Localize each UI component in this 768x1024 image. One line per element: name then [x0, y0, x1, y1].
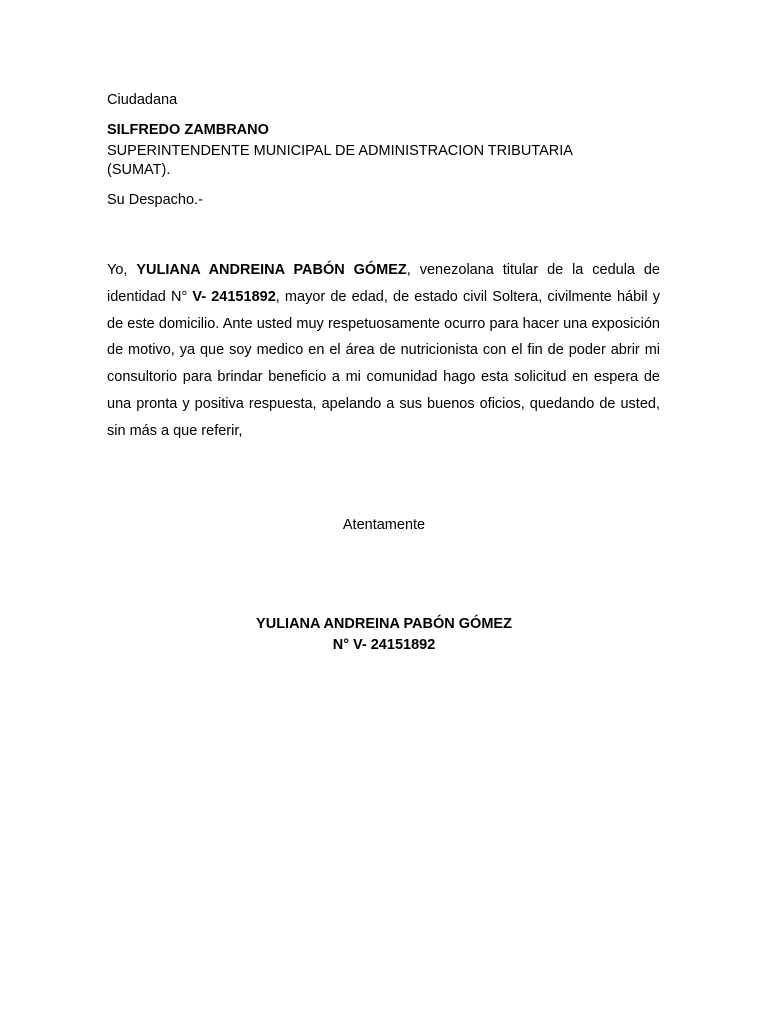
signature-name: YULIANA ANDREINA PABÓN GÓMEZ — [256, 616, 512, 632]
letter-body — [107, 257, 660, 445]
body-request-text: , mayor de edad, de estado civil Soltera, civilmente hábil y de este domicilio. Ante usted muy respetuosamente ocurro para hacer una exposición de motivo, ya que soy medico en el área de nutricionista con el fin de poder abrir mi consultorio para brindar beneficio a mi comunidad hago esta solicitud en espera de una pronta y positiva respuesta, apelando a sus buenos oficios, quedando de usted, sin más a que referir, — [107, 288, 660, 439]
closing: Atentamente — [342, 517, 426, 533]
body-id-number: V- 24151892 — [192, 288, 276, 305]
body-id-intro: , venezolana titular de la cedula de identidad N° — [107, 262, 660, 305]
salutation: Ciudadana — [107, 92, 178, 108]
recipient-title: SUPERINTENDENTE MUNICIPAL DE ADMINISTRACION TRIBUTARIA — [107, 143, 573, 159]
recipient-title-abbrev: (SUMAT). — [107, 162, 171, 178]
body-applicant-name: YULIANA ANDREINA PABÓN GÓMEZ — [136, 262, 407, 278]
recipient-name: SILFREDO ZAMBRANO — [107, 122, 269, 138]
signature-id: N° V- 24151892 — [332, 637, 436, 653]
body-intro: Yo, — [107, 262, 137, 278]
despacho-line: Su Despacho.- — [107, 192, 203, 208]
